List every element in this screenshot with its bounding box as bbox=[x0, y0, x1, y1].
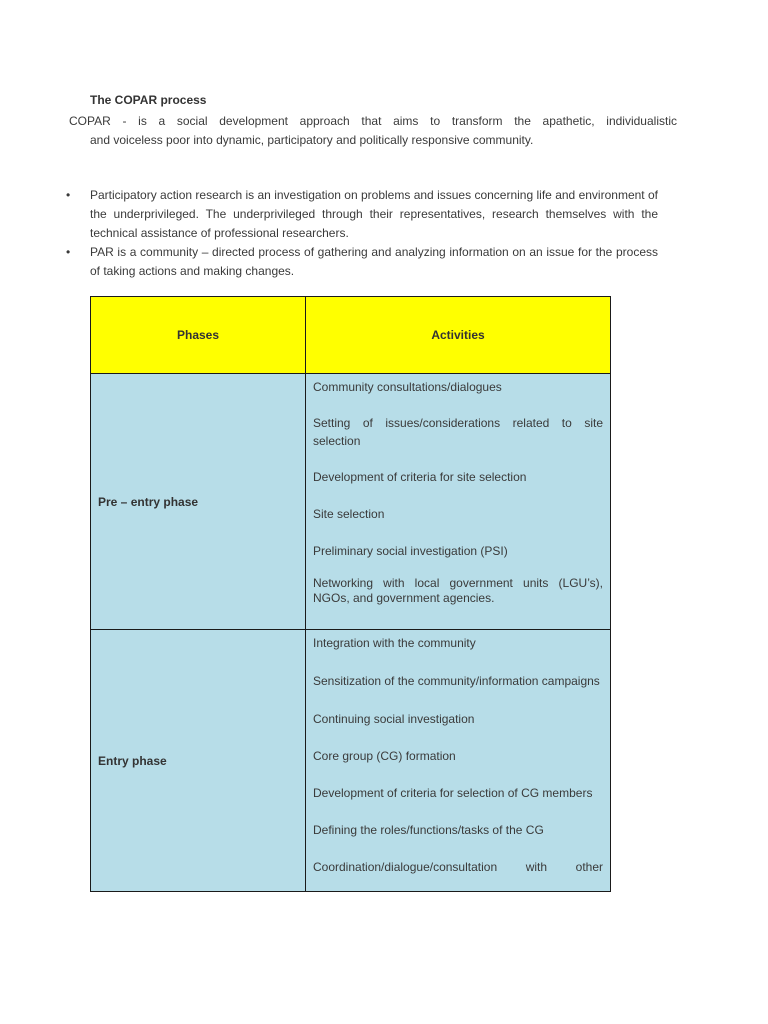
activity-item: Sensitization of the community/information campaigns bbox=[313, 674, 600, 688]
copar-phases-table bbox=[90, 296, 611, 892]
intro-line-2: and voiceless poor into dynamic, participatory and politically responsive community. bbox=[90, 133, 534, 147]
bullet-text: PAR is a community – directed process of gathering and analyzing information on an issue for the process of taking actions and making changes. bbox=[90, 245, 658, 278]
activity-item: Coordination/dialogue/consultation with other bbox=[313, 860, 603, 874]
activity-item: Development of criteria for selection of CG members bbox=[313, 786, 593, 800]
activity-item: Preliminary social investigation (PSI) bbox=[313, 544, 508, 558]
intro-paragraph bbox=[69, 112, 677, 150]
bullet-icon: • bbox=[66, 188, 71, 202]
list-item bbox=[66, 243, 658, 281]
activity-item: Community consultations/dialogues bbox=[313, 380, 502, 394]
activity-item: Integration with the community bbox=[313, 636, 476, 650]
activity-item: Site selection bbox=[313, 507, 385, 521]
activity-item: Continuing social investigation bbox=[313, 712, 475, 726]
bullet-text: Participatory action research is an investigation on problems and issues concerning life and environment of the underprivileged. The underprivileged through their representatives, research themselves with the technical assistance of professional researchers. bbox=[90, 188, 658, 240]
activity-item: Defining the roles/functions/tasks of the CG bbox=[313, 823, 544, 837]
bullet-list bbox=[66, 186, 658, 281]
activities-cell bbox=[306, 374, 611, 630]
activity-item: Networking with local government units (LGU’s), NGOs, and government agencies. bbox=[313, 576, 603, 605]
phase-cell: Pre – entry phase bbox=[91, 374, 306, 630]
activities-cell bbox=[306, 630, 611, 892]
activity-item: Core group (CG) formation bbox=[313, 749, 456, 763]
activity-item: Setting of issues/considerations related to site selection bbox=[313, 416, 603, 448]
table-header-row bbox=[91, 297, 611, 374]
document-title: The COPAR process bbox=[90, 93, 207, 107]
list-item bbox=[66, 186, 658, 243]
column-header-activities: Activities bbox=[306, 297, 611, 374]
table-row bbox=[91, 374, 611, 630]
column-header-phases: Phases bbox=[91, 297, 306, 374]
phase-cell: Entry phase bbox=[91, 630, 306, 892]
intro-line-1: COPAR - is a social development approach that aims to transform the apathetic, individualistic bbox=[69, 114, 677, 128]
bullet-icon: • bbox=[66, 245, 71, 259]
activity-item: Development of criteria for site selection bbox=[313, 470, 527, 484]
table-row bbox=[91, 630, 611, 892]
